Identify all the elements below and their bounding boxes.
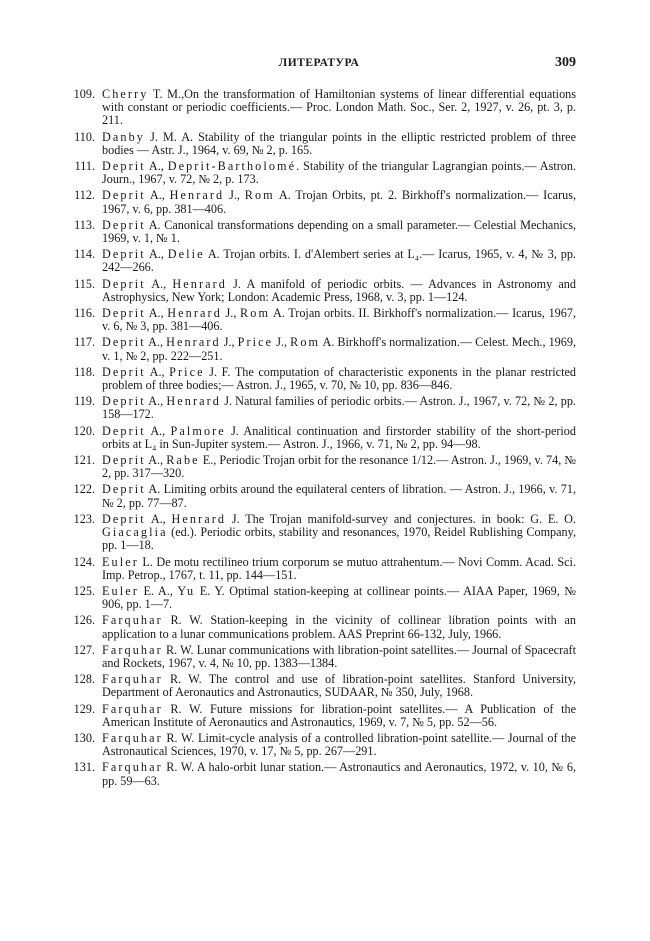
author-name: Farquhar [102,613,163,628]
reference-list [62,88,576,791]
author-name: Deprit [102,217,146,232]
reference-number: 125. [73,583,95,598]
author-name: Euler [102,583,139,598]
reference-text: A. Birkhoff's normalization.— Celest. Mech., 1969, v. 1, № 2, pp. 222—251. [102,335,576,363]
reference-text: A., [145,453,167,468]
reference-text: A., [145,159,168,174]
author-name: Deprit [102,247,146,262]
reference-number: 131. [73,760,95,775]
author-name: Deprit [102,364,146,379]
reference-entry [62,425,576,451]
reference-entry [62,513,576,553]
author-name: Rom [290,335,321,350]
reference-text: A. Canonical transformations depending on a small parameter.— Celestial Mechanics, 1969, v. 1, № 1. [102,217,576,246]
reference-number: 127. [73,642,95,657]
reference-number: 117. [74,335,95,350]
author-name: Danby [102,129,145,144]
reference-number: 119. [74,394,95,409]
reference-text: J., [224,188,245,203]
reference-text: A., [145,188,170,203]
reference-entry [62,454,576,480]
reference-entry [62,703,576,729]
reference-text: L. De motu rectilineo trium corporum se mutuo attrahentum.— Novi Comm. Acad. Sci. Imp. Petrop., 1767, t. 11, pp. 144—151. [102,554,576,582]
reference-number: 124. [73,554,95,569]
author-name: Farquhar [102,701,163,716]
reference-text: A., [145,511,172,526]
reference-entry [62,336,576,362]
author-name: Deprit [102,453,146,468]
author-name: Deprit [102,276,146,291]
reference-entry [62,307,576,333]
reference-number: 122. [73,482,95,497]
author-name: Price [237,335,274,350]
reference-number: 116. [74,306,95,321]
author-name: Henrard [166,394,221,409]
reference-number: 109. [73,87,95,101]
author-name: Henrard [167,306,222,321]
reference-text: J. A manifold of periodic orbits. — Advances in Astronomy and Astrophysics, New York; London: Academic Press, 1968, v. 3, pp. 1—124. [102,276,576,304]
reference-entry [62,219,576,245]
section-title: ЛИТЕРАТУРА [278,57,360,69]
reference-text: R. W. The control and use of libration-point satellites. Stanford University, Department of Aeronautics and Astronautics, SUDAAR, № 350, July, 1968. [102,672,576,700]
author-name: Deprit [102,423,146,438]
reference-text: A., [145,247,168,262]
author-name: Henrard [169,188,225,203]
author-name: Farquhar [102,730,163,745]
reference-text: J., [221,306,241,321]
reference-text: R. W. Lunar communications with libration-point satellites.— Journal of Spacecraft and Rockets, 1967, v. 4, № 10, pp. 1383—1384. [102,642,576,670]
author-name: Henrard [172,276,227,291]
reference-text: R. W. Station-keeping in the vicinity of collinear libration points with an application to a lunar communications problem. AAS Preprint 66-132, July, 1966. [102,613,576,641]
reference-number: 112. [74,188,95,203]
author-name: Farquhar [102,672,163,687]
reference-text: A., [145,306,168,321]
author-name: Farquhar [102,760,163,775]
reference-entry [62,585,576,611]
reference-text: (ed.). Periodic orbits, stability and resonances, 1970, Reidel Rublishing Company, pp. 1—18. [102,525,576,553]
author-name: Deprit [102,394,146,409]
reference-text: J. Natural families of periodic orbits.— Astron. J., 1967, v. 72, № 2, pp. 158—172. [102,394,576,422]
reference-entry [62,556,576,582]
author-name: Price [169,364,205,379]
author-name: Deprit-Bartholomé [167,159,297,174]
reference-text: J., [273,335,291,350]
reference-text: A. Trojan Orbits, pt. 2. Birkhoff's normalization.— Icarus, 1967, v. 6, pp. 381—406. [102,188,576,216]
reference-text: A., [145,335,167,350]
reference-number: 110. [74,129,95,144]
reference-entry [62,189,576,215]
reference-text: R. W. Limit-cycle analysis of a controlled libration-point satellite.— Journal of the Astronautical Sciences, 1970, v. 17, № 5, pp. 267—291. [102,730,576,759]
author-name: Cherry [102,87,149,101]
reference-entry [62,278,576,304]
reference-entry [62,732,576,758]
reference-text: E. Y. Optimal station-keeping at collinear points.— AIAA Paper, 1969, № 906, pp. 1—7. [102,583,577,612]
reference-entry [62,483,576,509]
author-name: Deprit [102,335,146,350]
reference-number: 123. [73,511,95,526]
page-number: 309 [555,55,576,70]
reference-entry [62,395,576,421]
author-name: Rom [244,188,275,203]
author-name: Farquhar [102,642,163,657]
author-name: Palmore [170,423,226,438]
reference-number: 130. [73,730,95,745]
reference-text: A. Trojan orbits. I. d'Alembert series at L₄.— Icarus, 1965, v. 4, № 3, pp. 242—266. [102,247,576,275]
reference-number: 111. [74,159,95,174]
reference-number: 118. [74,364,95,379]
author-name: Henrard [166,335,221,350]
author-name: Euler [102,554,139,569]
reference-text: J., [220,335,238,350]
author-name: Deprit [102,159,146,174]
reference-text: A., [145,364,170,379]
reference-text: R. W. Future missions for libration-point satellites.— A Publication of the American Institute of Aeronautics and Astronautics, 1969, v. 7, № 5, pp. 52—56. [102,701,576,729]
reference-entry [62,160,576,186]
author-name: Delie [167,247,205,262]
reference-entry [62,644,576,670]
reference-entry [62,673,576,699]
reference-entry [62,366,576,392]
reference-text: J. M. A. Stability of the triangular points in the elliptic restricted problem of three bodies — Astr. J., 1964, v. 69, № 2, p. 165. [102,129,576,157]
reference-text: R. W. A halo-orbit lunar station.— Astronautics and Aeronautics, 1972, v. 10, № 6, pp. 59—63. [102,760,576,788]
reference-number: 114. [74,247,95,262]
author-name: Henrard [171,511,227,526]
reference-text: A., [145,394,167,409]
reference-text: A. Trojan orbits. II. Birkhoff's normalization.— Icarus, 1967, v. 6, № 3, pp. 381—406. [102,306,576,334]
reference-text: J. Analitical continuation and firstorder stability of the short-period orbits at L₄ in Sun-Jupiter system.— Astron. J., 1966, v. 71, № 2, pp. 94—98. [102,423,576,451]
reference-text: . Stability of the triangular Lagrangian points.— Astron. Journ., 1967, v. 72, № 2, p. 173. [102,159,576,187]
author-name: Rabe [166,453,200,468]
reference-text: A., [145,276,173,291]
reference-number: 120. [73,423,95,438]
reference-entry [62,761,576,787]
reference-number: 113. [74,217,95,232]
reference-entry [62,88,576,128]
reference-text: E., Periodic Trojan orbit for the resonance 1/12.— Astron. J., 1969, v. 74, № 2, pp. 317—320. [102,453,576,481]
reference-text: A., [145,423,171,438]
reference-number: 115. [74,276,95,291]
author-name: Deprit [102,306,146,321]
reference-number: 128. [73,672,95,687]
reference-text: A. Limiting orbits around the equilateral centers of libration. — Astron. J., 1966, v. 71, № 2, pp. 77—87. [102,482,576,510]
reference-entry [62,248,576,274]
reference-text: J. The Trojan manifold-survey and conjectures. in book: G. E. O. [226,511,576,526]
page-header [62,55,576,75]
author-name: Yu [177,583,196,598]
reference-entry [62,614,576,640]
author-name: Deprit [102,188,146,203]
reference-text: T. M.,On the transformation of Hamiltonian systems of linear differential equations with constant or periodic coefficients.— Proc. London Math. Soc., Ser. 2, 1927, v. 26, pt. 3, p. 211. [102,87,576,128]
reference-text: J. F. The computation of characteristic exponents in the planar restricted problem of three bodies;— Astron. J., 1965, v. 70, № 10, pp. 836—846. [102,364,576,393]
author-name: Deprit [102,511,146,526]
reference-text: E. A., [138,583,178,598]
reference-number: 121. [73,453,95,468]
reference-number: 126. [73,613,95,628]
author-name: Giacaglia [102,525,168,540]
author-name: Rom [240,306,271,321]
author-name: Deprit [102,482,146,497]
reference-entry [62,131,576,157]
reference-number: 129. [73,701,95,716]
